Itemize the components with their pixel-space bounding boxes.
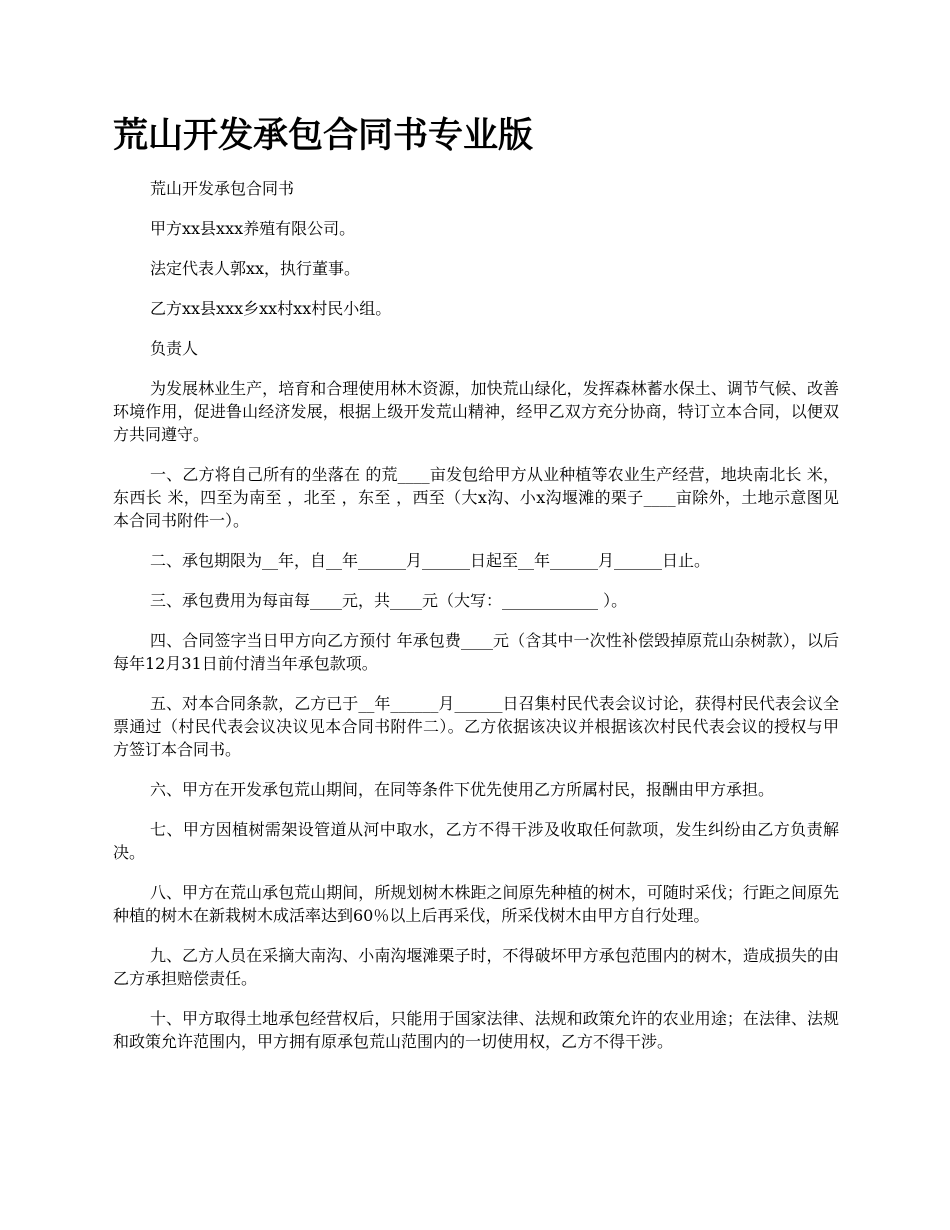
paragraph-responsible-person: 负责人: [150, 339, 199, 358]
paragraph-preamble: 为发展林业生产，培育和合理使用林木资源，加快荒山绿化，发挥森林蓄水保土、调节气候、改善环境作用，促进鲁山经济发展，根据上级开发荒山精神，经甲乙双方充分协商，特订立本合同，以便双方共同遵守。: [113, 379, 839, 444]
paragraph-clause-10: 十、甲方取得土地承包经营权后，只能用于国家法律、法规和政策允许的农业用途；在法律、法规和政策允许范围内，甲方拥有原承包荒山范围内的一切使用权，乙方不得干涉。: [113, 1009, 839, 1051]
paragraph-legal-representative: 法定代表人郭xx，执行董事。: [150, 259, 361, 278]
paragraph-clause-2: 二、承包期限为__年，自__年______月______日起至__年______月______日止。: [150, 551, 711, 570]
paragraph-clause-3: 三、承包费用为每亩每____元，共____元（大写：____________ ）。: [150, 591, 628, 610]
document-body: [113, 177, 839, 1070]
paragraph-clause-8: 八、甲方在荒山承包荒山期间，所规划树木株距之间原先种植的树木，可随时采伐；行距之间原先种植的树木在新栽树木成活率达到60％以上后再采伐，所采伐树木由甲方自行处理。: [113, 883, 839, 925]
paragraph-clause-1: 一、乙方将自己所有的坐落在 的荒____亩发包给甲方从业种植等农业生产经营，地块南北长 米，东西长 米，四至为南至 ，北至 ，东至 ，西至（大x沟、小x沟堰滩的栗子____亩除外，土地示意图见本合同书附件一）。: [113, 465, 839, 530]
paragraph-clause-5: 五、对本合同条款，乙方已于__年______月______日召集村民代表会议讨论，获得村民代表会议全票通过（村民代表会议决议见本合同书附件二）。乙方依据该决议并根据该次村民代表会议的授权与甲方签订本合同书。: [113, 694, 839, 759]
paragraph-party-a: 甲方xx县xxx养殖有限公司。: [150, 219, 356, 238]
document-title: 荒山开发承包合同书专业版: [113, 115, 534, 156]
paragraph-clause-7: 七、甲方因植树需架设管道从河中取水，乙方不得干涉及收取任何款项，发生纠纷由乙方负责解决。: [113, 820, 839, 862]
paragraph-contract-heading: 荒山开发承包合同书: [150, 179, 295, 198]
paragraph-clause-9: 九、乙方人员在采摘大南沟、小南沟堰滩栗子时，不得破坏甲方承包范围内的树木，造成损失的由乙方承担赔偿责任。: [113, 946, 839, 988]
paragraph-clause-6: 六、甲方在开发承包荒山期间，在同等条件下优先使用乙方所属村民，报酬由甲方承担。: [150, 780, 775, 799]
paragraph-party-b: 乙方xx县xxx乡xx村xx村民小组。: [150, 299, 392, 318]
paragraph-clause-4: 四、合同签字当日甲方向乙方预付 年承包费____元（含其中一次性补偿毁掉原荒山杂树款），以后每年12月31日前付清当年承包款项。: [113, 631, 839, 673]
